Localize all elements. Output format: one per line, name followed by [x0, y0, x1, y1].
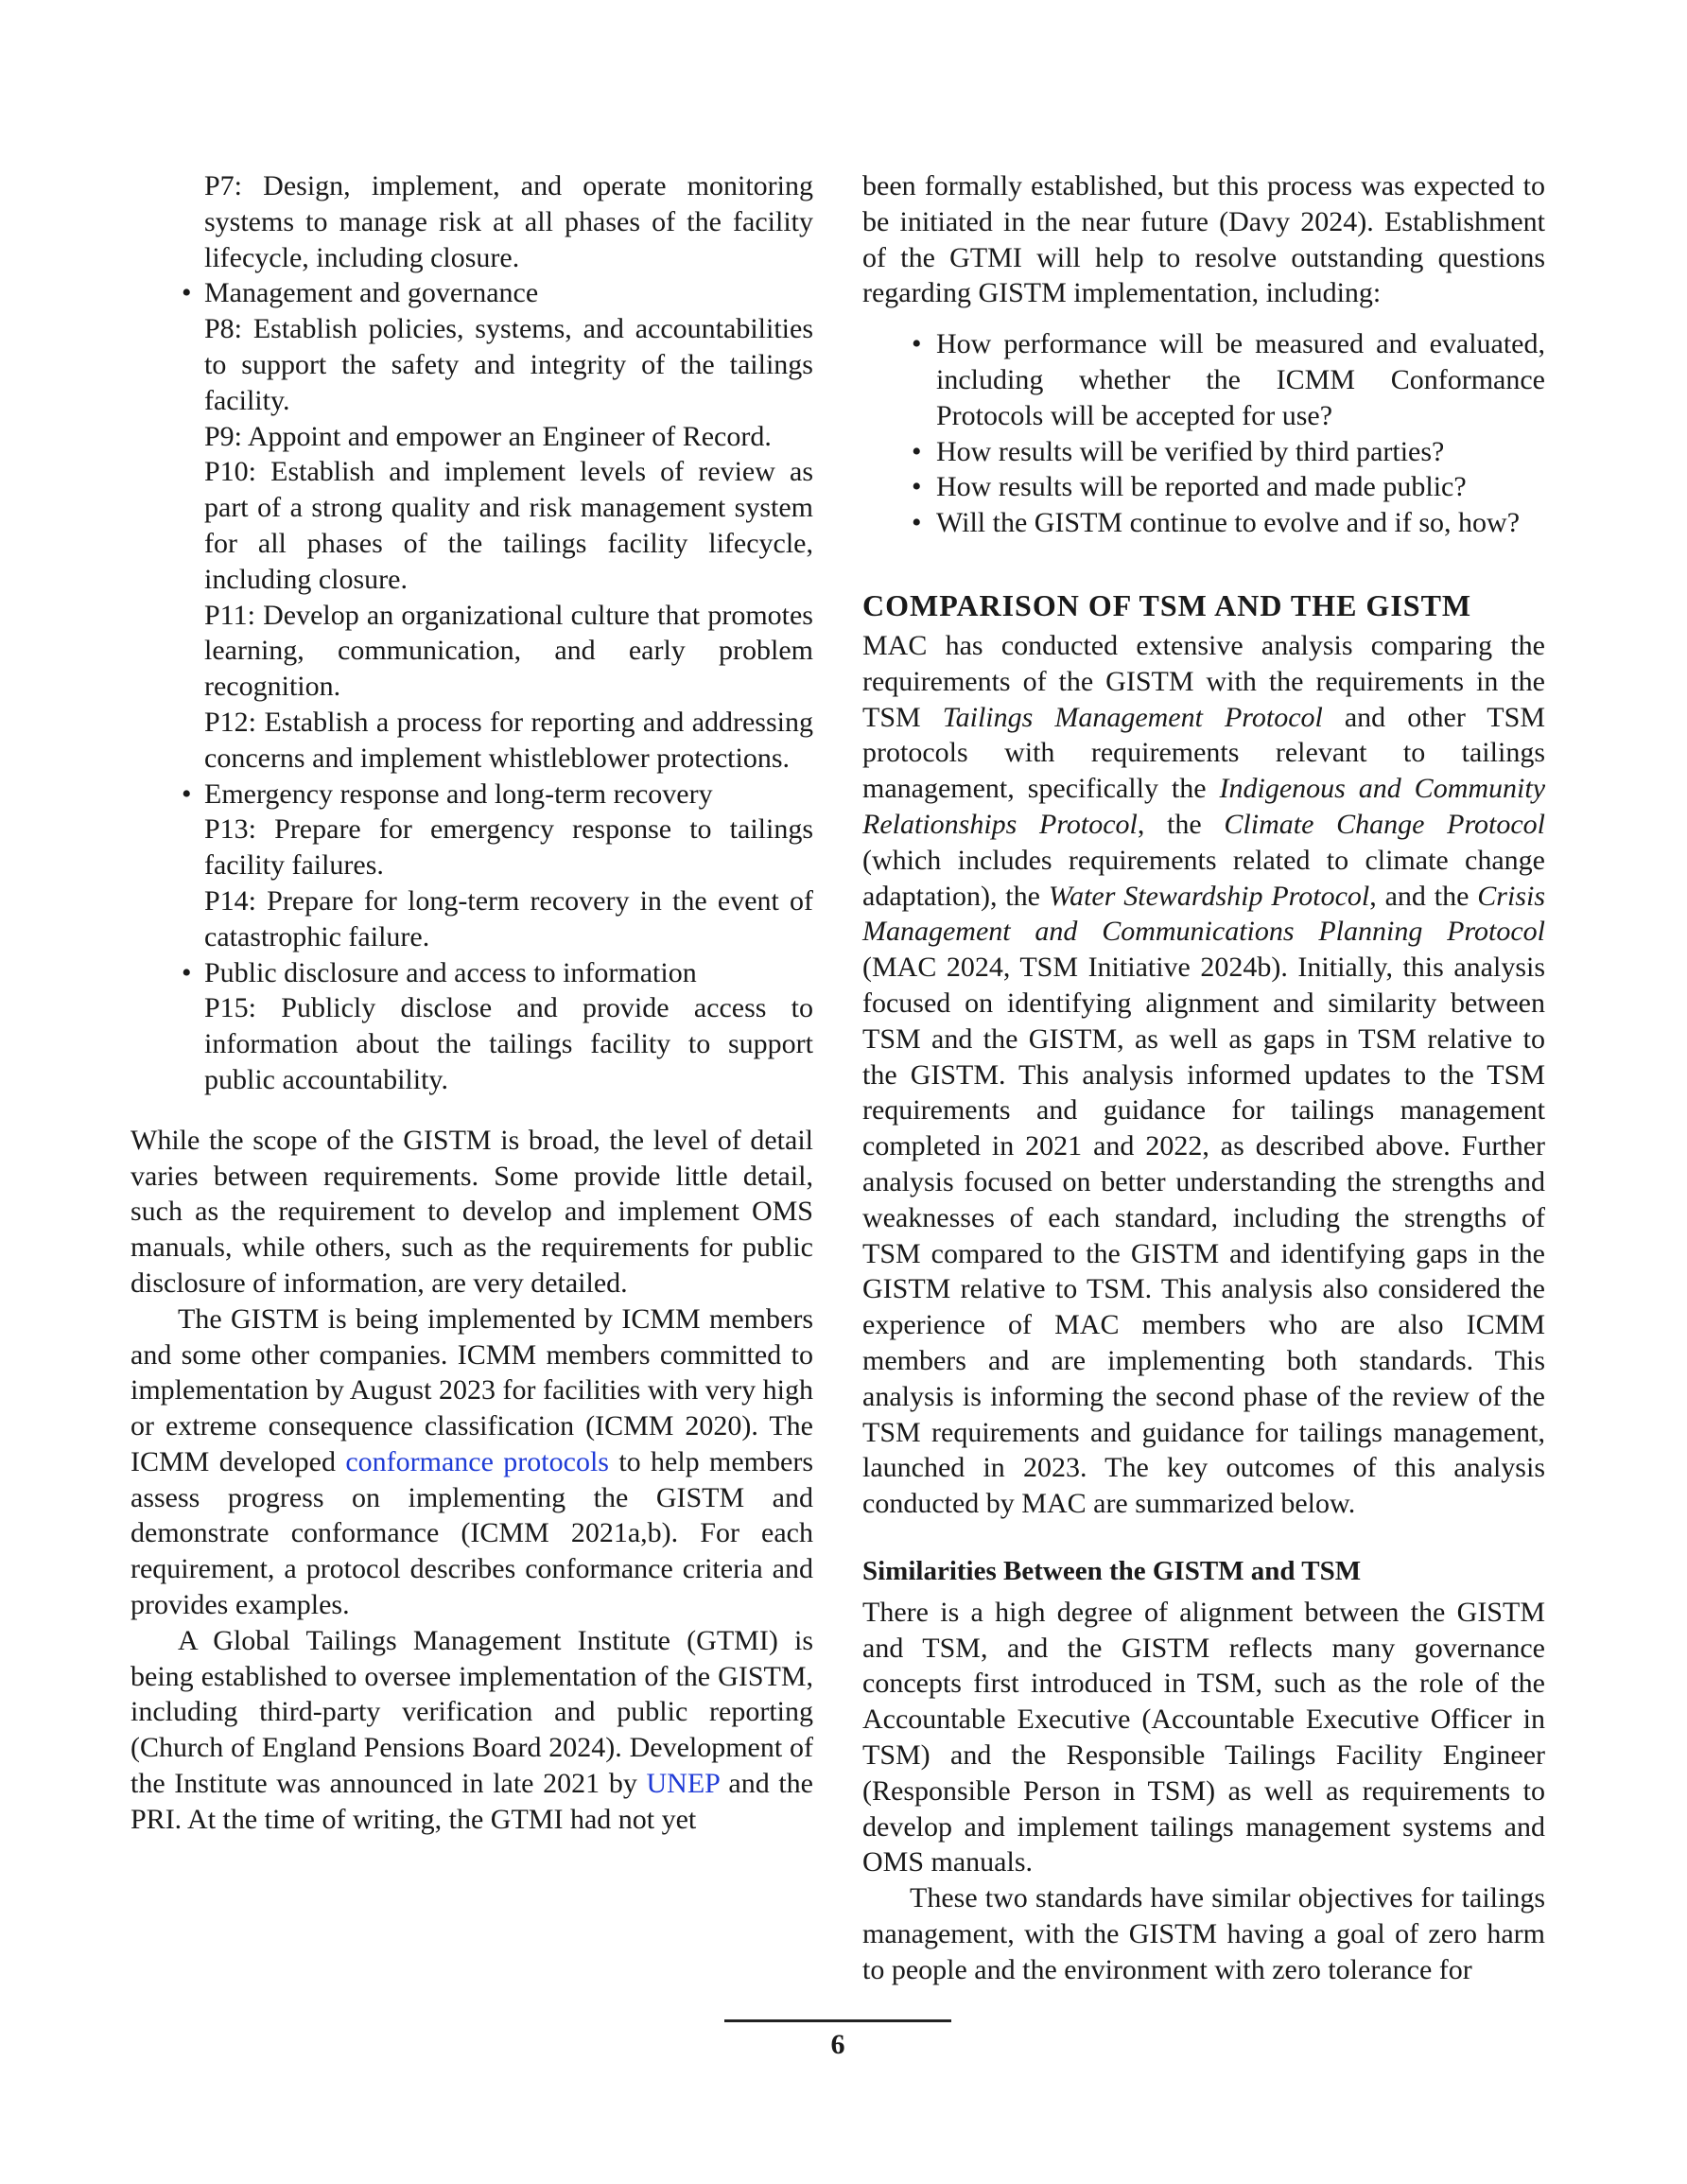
principle-p15: P15: Publicly disclose and provide access to information about the tailings facility to support public accountability.: [204, 992, 813, 1095]
paragraph-implementation: [130, 1302, 813, 1623]
right-column: [862, 168, 1545, 1988]
principle-p12: P12: Establish a process for reporting and addressing concerns and implement whistleblower protections.: [204, 706, 813, 774]
comparison-text-5: , and the: [1369, 880, 1478, 912]
principle-p7: P7: Design, implement, and operate monitoring systems to manage risk at all phases of the facility lifecycle, including closure.: [204, 170, 813, 273]
bullet-emergency-response: • Emergency response and long-term recovery: [130, 777, 813, 812]
questions-list: [862, 326, 1545, 541]
section-heading: COMPARISON OF TSM AND THE GISTM: [862, 587, 1472, 622]
comparison-text-6: (MAC 2024, TSM Initiative 2024b). Initially, this analysis focused on identifying alignment and similarity between TSM and the GISTM, as well as gaps in TSM relative to the GISTM. This analysis informed updates to the TSM requirements and guidance for tailings management completed in 2021 and 2022, as described above. Further analysis focused on better understanding the strengths and weaknesses of each standard, including the strengths of TSM compared to the GISTM and identifying gaps in the GISTM relative to TSM. This analysis also considered the experience of MAC members who are also ICMM members and are implementing both standards. This analysis is informing the second phase of the review of the TSM requirements and guidance for tailings management, launched in 2023. The key outcomes of this analysis conducted by MAC are summarized below.: [862, 952, 1545, 1520]
principle-p11: P11: Develop an organizational culture that promotes learning, communication, and early problem recognition.: [204, 599, 813, 703]
paragraph-gtmi: [130, 1623, 813, 1838]
page-number: 6: [830, 2029, 845, 2060]
left-column: [130, 168, 813, 1838]
unep-link[interactable]: UNEP: [646, 1768, 720, 1800]
paragraph-scope: While the scope of the GISTM is broad, the level of detail varies between requirements. Some provide little detail, such as the requirement to develop and implement OMS manuals, while others, such as the requirements for public disclosure of information, are very detailed.: [130, 1124, 813, 1299]
bullet-management-governance: • Management and governance: [130, 275, 813, 311]
bullet-public-disclosure: • Public disclosure and access to information: [130, 955, 813, 991]
water-stewardship-protocol-title: Water Stewardship Protocol: [1048, 880, 1370, 912]
conformance-protocols-link[interactable]: conformance protocols: [345, 1445, 609, 1477]
principle-p13: P13: Prepare for emergency response to tailings facility failures.: [204, 813, 813, 882]
footer-rule: [724, 2019, 951, 2022]
comparison-text-4: (which includes requirements related to climate change adaptation), the: [862, 844, 1545, 912]
indigenous-community-protocol-title: Indigenous and Community Relationships Protocol: [862, 773, 1546, 840]
principle-p10: P10: Establish and implement levels of review as part of a strong quality and risk management system for all phases of the tailings facility lifecycle, including closure.: [204, 456, 813, 595]
subsection-heading: Similarities Between the GISTM and TSM: [862, 1555, 1362, 1586]
paragraph-implementation-text-2: to help members assess progress on implementing the GISTM and demonstrate conformance (ICMM 2021a,b). For each requirement, a protocol describes conformance criteria and provides examples.: [130, 1445, 813, 1621]
comparison-text-1: MAC has conducted extensive analysis comparing the requirements of the GISTM with the requirements in the TSM: [862, 629, 1545, 733]
crisis-management-protocol-title: Crisis Management and Communications Planning Protocol: [862, 880, 1546, 948]
list-item: • How results will be verified by third parties?: [936, 434, 1545, 470]
list-item: • Will the GISTM continue to evolve and if so, how?: [936, 505, 1545, 541]
paragraph-similarities: There is a high degree of alignment between the GISTM and TSM, and the GISTM reflects many governance concepts first introduced in TSM, such as the role of the Accountable Executive (Accountable Executive Officer in TSM) and the Responsible Tailings Facility Engineer (Responsible Person in TSM) as well as requirements to develop and implement tailings management systems and OMS manuals.: [862, 1596, 1545, 1878]
list-item: • How results will be reported and made public?: [936, 469, 1545, 505]
paragraph-comparison: [862, 628, 1545, 1522]
comparison-text-2: and other TSM protocols with requirements relevant to tailings management, specifically the: [862, 701, 1545, 805]
tailings-management-protocol-title: Tailings Management Protocol: [942, 701, 1323, 733]
paragraph-gtmi-continued: been formally established, but this process was expected to be initiated in the near future (Davy 2024). Establishment of the GTMI will help to resolve outstanding questions regarding GISTM implementation, including:: [862, 170, 1545, 309]
paragraph-implementation-text-1: The GISTM is being implemented by ICMM members and some other companies. ICMM members committed to implementation by August 2023 for facilities with very high or extreme consequence classification (ICMM 2020). The ICMM developed: [130, 1302, 813, 1477]
comparison-text-3: , the: [1137, 808, 1225, 840]
paragraph-gtmi-text-1: A Global Tailings Management Institute (GTMI) is being established to oversee implementation of the GISTM, including third-party verification and public reporting (Church of England Pensions Board 2024). Development of the Institute was announced in late 2021 by: [130, 1624, 813, 1800]
climate-change-protocol-title: Climate Change Protocol: [1224, 808, 1545, 840]
list-item: • How performance will be measured and evaluated, including whether the ICMM Conformance Protocols will be accepted for use?: [936, 326, 1545, 433]
paragraph-objectives: These two standards have similar objectives for tailings management, with the GISTM having a goal of zero harm to people and the environment with zero tolerance for: [862, 1882, 1545, 1985]
principle-p14: P14: Prepare for long-term recovery in the event of catastrophic failure.: [204, 884, 813, 952]
paragraph-gtmi-text-2: and the PRI. At the time of writing, the GTMI had not yet: [130, 1768, 814, 1835]
principle-p9: P9: Appoint and empower an Engineer of Record.: [204, 420, 772, 452]
principle-p8: P8: Establish policies, systems, and accountabilities to support the safety and integrity of the tailings facility.: [204, 313, 813, 416]
